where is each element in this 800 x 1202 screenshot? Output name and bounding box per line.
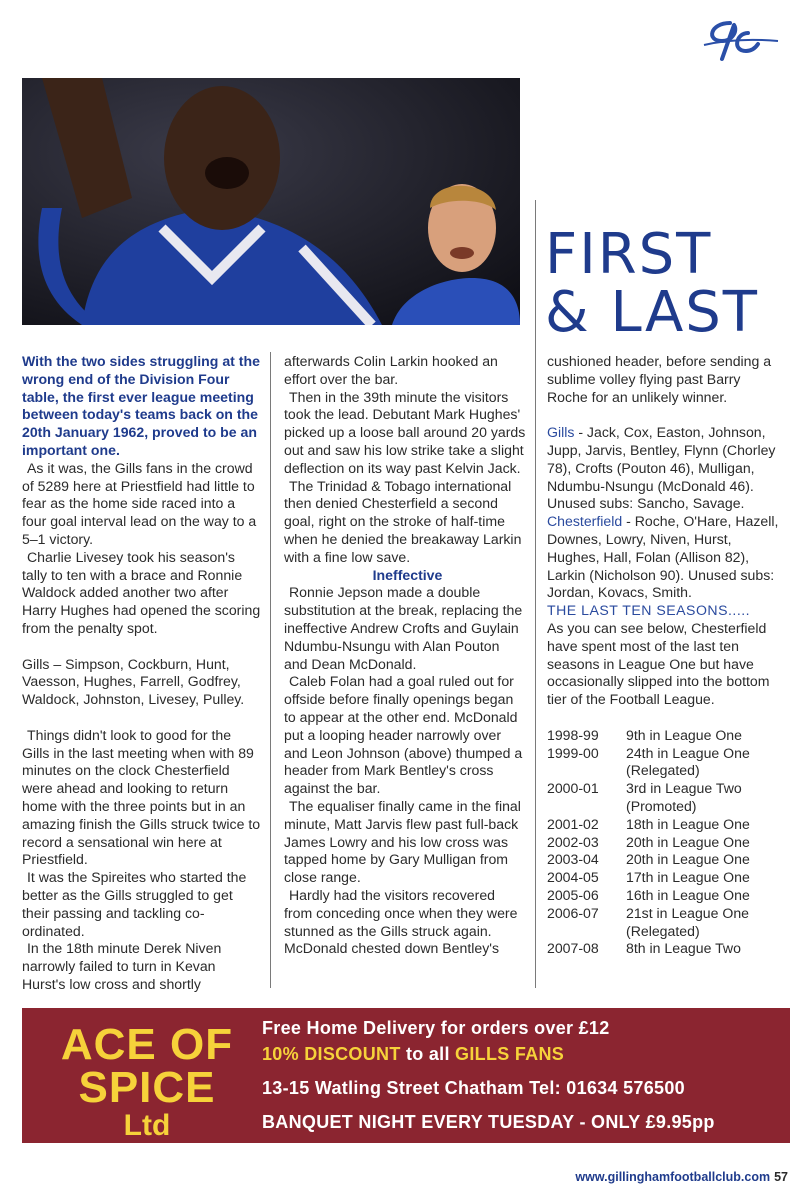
chesterfield-label: Chesterfield — [547, 513, 623, 530]
season-result: (Relegated) — [626, 922, 700, 939]
club-logo — [700, 15, 780, 65]
page-number: 57 — [774, 1170, 788, 1184]
seasons-list — [547, 727, 785, 958]
season-row — [547, 745, 785, 763]
chesterfield-lineup: Chesterfield - Roche, O'Hare, Hazell, Downes, Lowry, Niven, Hurst, Hughes, Hall, Folan (Allison 82), Larkin (Nicholson 90). Unused subs: Jordan, Kovacs, Smith. — [547, 513, 779, 601]
season-result: 3rd in League Two — [626, 780, 742, 797]
advert-business-name: ACE OF SPICE Ltd — [60, 1020, 234, 1142]
season-row — [547, 940, 785, 958]
season-result: 8th in League Two — [626, 940, 741, 957]
paragraph: Hardly had the visitors recovered from conceding once when they were stunned as the Gills struck again. McDonald chested down Bentley's — [284, 886, 518, 957]
title-line-2: & LAST — [545, 280, 760, 345]
lead-paragraph: With the two sides struggling at the wrong end of the Division Four table, the first ever league meeting between today's teams back on the 20th January 1962, proved to be an important one. — [22, 353, 260, 458]
season-year — [547, 762, 626, 780]
paragraph: As it was, the Gills fans in the crowd of 5289 here at Priestfield had little to fear as the home side raced into a four goal interval lead on the way to a 5–1 victory. — [22, 459, 257, 547]
paragraph: The equaliser finally came in the final minute, Matt Jarvis flew past full-back James Lowry and his low cross was tapped home by Gary Mulligan from close range. — [284, 797, 521, 886]
advert-discount-line: 10% DISCOUNT to all GILLS FANS — [262, 1044, 565, 1064]
paragraph: afterwards Colin Larkin hooked an effort over the bar. — [284, 353, 498, 387]
paragraph: Then in the 39th minute the visitors took the lead. Debutant Mark Hughes' picked up a loose ball around 20 yards out and saw his low strike take a slight deflection on its way past Kelvin Jack. — [284, 388, 526, 476]
season-year: 2006-07 — [547, 904, 599, 921]
seasons-intro: As you can see below, Chesterfield have spent most of the last ten seasons in League One but have occasionally slipped into the bottom tier of the Football League. — [547, 619, 770, 708]
season-year: 1998-99 — [547, 726, 599, 743]
season-row — [547, 780, 785, 798]
season-year: 2004-05 — [547, 869, 599, 886]
season-row — [547, 887, 785, 905]
season-result: 20th in League One — [626, 851, 750, 868]
season-row — [547, 905, 785, 923]
season-result: 9th in League One — [626, 726, 742, 743]
season-result: (Relegated) — [626, 762, 700, 779]
footballers-celebrating-image — [22, 78, 520, 325]
article-column-3 — [547, 353, 785, 958]
season-result: 20th in League One — [626, 833, 750, 850]
paragraph: cushioned header, before sending a sublime volley flying past Barry Roche for an unlikely winner. — [547, 353, 772, 405]
ace-of-spice-advert — [22, 1008, 790, 1143]
season-year: 1999-00 — [547, 744, 599, 761]
column-divider-1 — [270, 352, 271, 988]
season-result: 17th in League One — [626, 869, 750, 886]
title-line-1: FIRST — [545, 222, 713, 287]
gills-label: Gills — [547, 424, 575, 441]
season-result: 24th in League One — [626, 744, 750, 761]
subheading: Ineffective — [372, 566, 443, 583]
seasons-heading: THE LAST TEN SEASONS..... — [547, 602, 751, 619]
season-year — [547, 923, 626, 941]
season-year: 2007-08 — [547, 940, 599, 957]
paragraph: Ronnie Jepson made a double substitution at the break, replacing the ineffective Andrew Crofts and Guylain Ndumbu-Nsungu with Alan Pouton and Dean McDonald. — [284, 584, 523, 672]
season-result: 18th in League One — [626, 815, 750, 832]
season-result: (Promoted) — [626, 797, 697, 814]
gills-1962-lineup: Gills – Simpson, Cockburn, Hunt, Vaesson, Hughes, Farrell, Godfrey, Waldock, Johnston, Livesey, Pulley. — [22, 655, 245, 708]
season-row — [547, 851, 785, 869]
season-year: 2001-02 — [547, 815, 599, 832]
paragraph: The Trinidad & Tobago international then denied Chesterfield a second goal, right on the stroke of half-time when he denied the breakaway Larkin with a fine low save. — [284, 477, 522, 565]
season-row — [547, 834, 785, 852]
season-result: 16th in League One — [626, 886, 750, 903]
season-row — [547, 869, 785, 887]
paragraph: Things didn't look to good for the Gills in the last meeting when with 89 minutes on the clock Chesterfield were ahead and looking to return home with the three points but in an amazing finish the Gills struck twice to record a sensational win here at Priestfield. — [22, 726, 261, 868]
page-footer — [575, 1170, 788, 1184]
season-year: 2000-01 — [547, 780, 599, 797]
season-result: 21st in League One — [626, 904, 750, 921]
season-row — [547, 798, 785, 816]
paragraph: It was the Spireites who started the better as the Gills struggled to get their passing and tackling co-ordinated. — [22, 869, 247, 939]
season-row — [547, 923, 785, 941]
advert-address-line: 13-15 Watling Street Chatham Tel: 01634 576500 — [262, 1078, 685, 1098]
paragraph: Caleb Folan had a goal ruled out for offside before finally openings began to appear at the other end. McDonald put a looping header narrowly over and Leon Johnson (above) thumped a header from Mark Bentley's cross against the bar. — [284, 673, 523, 797]
website-url[interactable]: www.gillinghamfootballclub.com — [575, 1170, 771, 1184]
season-year — [547, 798, 626, 816]
column-divider-2 — [535, 200, 536, 988]
gills-lineup: Gills - Jack, Cox, Easton, Johnson, Jupp, Jarvis, Bentley, Flynn (Chorley 78), Crofts (Pouton 46), Mulligan, Ndumbu-Nsungu (McDonald 46). Unused subs: Sancho, Savage. — [547, 424, 776, 512]
paragraph: Charlie Livesey took his season's tally to ten with a brace and Ronnie Waldock added another two after Harry Hughes had opened the scoring from the penalty spot. — [22, 548, 261, 636]
match-photo — [22, 78, 520, 325]
advert-delivery-line: Free Home Delivery for orders over £12 — [262, 1018, 610, 1038]
season-year: 2005-06 — [547, 886, 599, 903]
season-row — [547, 762, 785, 780]
season-year: 2003-04 — [547, 851, 599, 868]
article-column-2 — [284, 353, 526, 958]
paragraph: In the 18th minute Derek Niven narrowly failed to turn in Kevan Hurst's low cross and shortly — [22, 940, 222, 992]
page-title — [545, 222, 785, 345]
season-row — [547, 727, 785, 745]
season-row — [547, 816, 785, 834]
article-column-1 — [22, 353, 262, 994]
season-year: 2002-03 — [547, 833, 599, 850]
advert-banquet-line: BANQUET NIGHT EVERY TUESDAY - ONLY £9.95pp — [262, 1112, 715, 1132]
